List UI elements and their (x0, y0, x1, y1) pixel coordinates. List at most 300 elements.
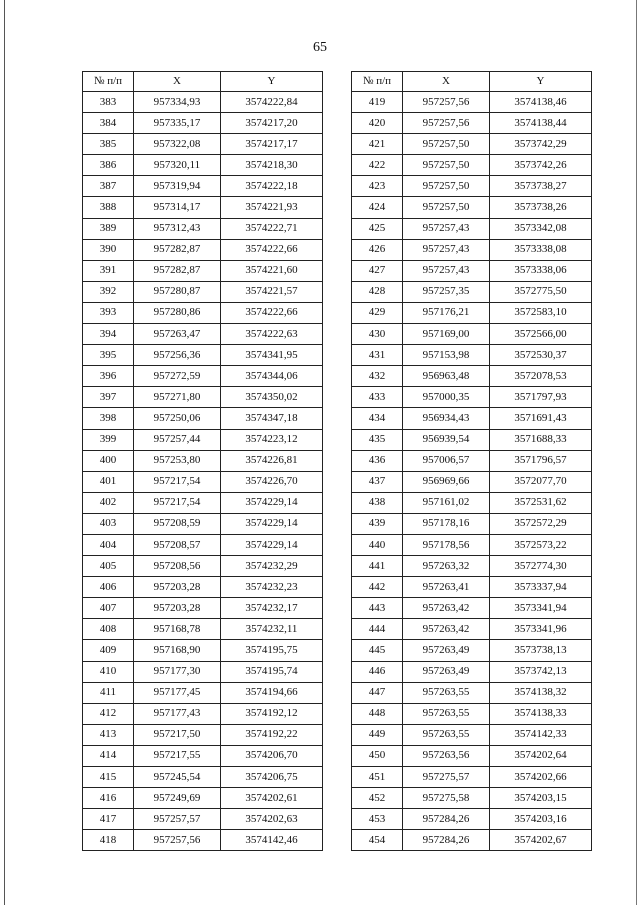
y-coordinate-cell: 3574229,14 (221, 513, 323, 534)
table-row (83, 767, 323, 788)
y-coordinate-cell: 3572531,62 (490, 492, 592, 513)
table-row (83, 640, 323, 661)
y-coordinate-cell: 3571797,93 (490, 387, 592, 408)
table-row (83, 703, 323, 724)
x-coordinate-cell: 957257,56 (134, 830, 221, 851)
point-number-cell: 400 (83, 450, 134, 471)
x-coordinate-cell: 957153,98 (403, 345, 490, 366)
point-number-cell: 430 (352, 324, 403, 345)
y-coordinate-cell: 3574223,12 (221, 429, 323, 450)
x-coordinate-cell: 957322,08 (134, 134, 221, 155)
y-coordinate-cell: 3574142,33 (490, 724, 592, 745)
table-row (352, 92, 592, 113)
x-coordinate-cell: 957217,54 (134, 492, 221, 513)
table-row (83, 598, 323, 619)
y-coordinate-cell: 3574138,32 (490, 682, 592, 703)
y-coordinate-cell: 3574347,18 (221, 408, 323, 429)
point-number-cell: 426 (352, 239, 403, 260)
table-row (83, 830, 323, 851)
x-coordinate-cell: 957250,06 (134, 408, 221, 429)
x-coordinate-cell: 957257,57 (134, 809, 221, 830)
y-coordinate-cell: 3574202,66 (490, 767, 592, 788)
point-number-cell: 403 (83, 513, 134, 534)
point-number-cell: 434 (352, 408, 403, 429)
point-number-cell: 404 (83, 534, 134, 555)
x-coordinate-cell: 957178,56 (403, 534, 490, 555)
x-coordinate-cell: 957257,50 (403, 176, 490, 197)
x-coordinate-cell: 957263,49 (403, 640, 490, 661)
y-coordinate-cell: 3574192,22 (221, 724, 323, 745)
table-row (352, 239, 592, 260)
table-row (83, 429, 323, 450)
y-coordinate-cell: 3574202,64 (490, 745, 592, 766)
point-number-cell: 410 (83, 661, 134, 682)
table-row (83, 788, 323, 809)
y-coordinate-cell: 3574222,71 (221, 218, 323, 239)
x-coordinate-cell: 957203,28 (134, 598, 221, 619)
point-number-cell: 448 (352, 703, 403, 724)
point-number-cell: 417 (83, 809, 134, 830)
x-coordinate-cell: 957161,02 (403, 492, 490, 513)
point-number-cell: 425 (352, 218, 403, 239)
x-coordinate-cell: 957176,21 (403, 302, 490, 323)
y-coordinate-cell: 3574218,30 (221, 155, 323, 176)
table-row (352, 556, 592, 577)
x-coordinate-cell: 957168,78 (134, 619, 221, 640)
table-row (352, 703, 592, 724)
header-y: Y (221, 72, 323, 92)
point-number-cell: 446 (352, 661, 403, 682)
y-coordinate-cell: 3572572,29 (490, 513, 592, 534)
y-coordinate-cell: 3573337,94 (490, 577, 592, 598)
point-number-cell: 427 (352, 260, 403, 281)
header-y: Y (490, 72, 592, 92)
table-row (352, 577, 592, 598)
point-number-cell: 449 (352, 724, 403, 745)
table-row (83, 661, 323, 682)
table-row (352, 471, 592, 492)
x-coordinate-cell: 957335,17 (134, 113, 221, 134)
x-coordinate-cell: 957263,55 (403, 724, 490, 745)
table-row (83, 197, 323, 218)
point-number-cell: 447 (352, 682, 403, 703)
x-coordinate-cell: 956969,66 (403, 471, 490, 492)
x-coordinate-cell: 957217,55 (134, 745, 221, 766)
point-number-cell: 429 (352, 302, 403, 323)
table-header-row (352, 72, 592, 92)
coordinates-table-right (351, 71, 592, 851)
table-row (83, 176, 323, 197)
y-coordinate-cell: 3573742,13 (490, 661, 592, 682)
y-coordinate-cell: 3571688,33 (490, 429, 592, 450)
y-coordinate-cell: 3572775,50 (490, 281, 592, 302)
point-number-cell: 420 (352, 113, 403, 134)
y-coordinate-cell: 3574221,57 (221, 281, 323, 302)
x-coordinate-cell: 957263,42 (403, 619, 490, 640)
x-coordinate-cell: 957334,93 (134, 92, 221, 113)
point-number-cell: 435 (352, 429, 403, 450)
x-coordinate-cell: 956939,54 (403, 429, 490, 450)
x-coordinate-cell: 957177,43 (134, 703, 221, 724)
y-coordinate-cell: 3572573,22 (490, 534, 592, 555)
y-coordinate-cell: 3574232,11 (221, 619, 323, 640)
table-row (352, 281, 592, 302)
y-coordinate-cell: 3573341,94 (490, 598, 592, 619)
table-row (83, 366, 323, 387)
table-row (352, 302, 592, 323)
y-coordinate-cell: 3573742,29 (490, 134, 592, 155)
x-coordinate-cell: 957275,58 (403, 788, 490, 809)
x-coordinate-cell: 957271,80 (134, 387, 221, 408)
point-number-cell: 398 (83, 408, 134, 429)
x-coordinate-cell: 957263,32 (403, 556, 490, 577)
table-row (83, 260, 323, 281)
point-number-cell: 428 (352, 281, 403, 302)
point-number-cell: 385 (83, 134, 134, 155)
x-coordinate-cell: 957282,87 (134, 239, 221, 260)
table-row (83, 450, 323, 471)
table-row (83, 92, 323, 113)
table-row (352, 260, 592, 281)
scan-edge-right (636, 0, 637, 905)
y-coordinate-cell: 3574222,63 (221, 324, 323, 345)
x-coordinate-cell: 957257,43 (403, 260, 490, 281)
x-coordinate-cell: 957257,50 (403, 155, 490, 176)
y-coordinate-cell: 3572078,53 (490, 366, 592, 387)
table-row (83, 239, 323, 260)
table-row (352, 324, 592, 345)
table-row (83, 281, 323, 302)
y-coordinate-cell: 3573738,13 (490, 640, 592, 661)
table-row (83, 387, 323, 408)
x-coordinate-cell: 957253,80 (134, 450, 221, 471)
y-coordinate-cell: 3573738,26 (490, 197, 592, 218)
y-coordinate-cell: 3574202,63 (221, 809, 323, 830)
x-coordinate-cell: 957177,45 (134, 682, 221, 703)
point-number-cell: 413 (83, 724, 134, 745)
table-row (352, 640, 592, 661)
table-row (352, 661, 592, 682)
point-number-cell: 388 (83, 197, 134, 218)
y-coordinate-cell: 3574195,75 (221, 640, 323, 661)
point-number-cell: 390 (83, 239, 134, 260)
x-coordinate-cell: 957263,47 (134, 324, 221, 345)
point-number-cell: 432 (352, 366, 403, 387)
y-coordinate-cell: 3572530,37 (490, 345, 592, 366)
point-number-cell: 402 (83, 492, 134, 513)
x-coordinate-cell: 957257,44 (134, 429, 221, 450)
point-number-cell: 437 (352, 471, 403, 492)
x-coordinate-cell: 957257,35 (403, 281, 490, 302)
x-coordinate-cell: 957257,43 (403, 218, 490, 239)
y-coordinate-cell: 3572077,70 (490, 471, 592, 492)
point-number-cell: 396 (83, 366, 134, 387)
table-row (352, 724, 592, 745)
table-row (83, 345, 323, 366)
point-number-cell: 401 (83, 471, 134, 492)
table-row (352, 598, 592, 619)
point-number-cell: 383 (83, 92, 134, 113)
y-coordinate-cell: 3574222,84 (221, 92, 323, 113)
y-coordinate-cell: 3574341,95 (221, 345, 323, 366)
table-row (83, 471, 323, 492)
table-row (352, 134, 592, 155)
y-coordinate-cell: 3574203,15 (490, 788, 592, 809)
y-coordinate-cell: 3574222,66 (221, 302, 323, 323)
table-row (83, 534, 323, 555)
y-coordinate-cell: 3574206,70 (221, 745, 323, 766)
table-row (352, 682, 592, 703)
point-number-cell: 393 (83, 302, 134, 323)
point-number-cell: 441 (352, 556, 403, 577)
table-row (352, 534, 592, 555)
y-coordinate-cell: 3574138,33 (490, 703, 592, 724)
point-number-cell: 450 (352, 745, 403, 766)
point-number-cell: 439 (352, 513, 403, 534)
point-number-cell: 422 (352, 155, 403, 176)
x-coordinate-cell: 957282,87 (134, 260, 221, 281)
point-number-cell: 395 (83, 345, 134, 366)
table-row (352, 492, 592, 513)
y-coordinate-cell: 3572583,10 (490, 302, 592, 323)
x-coordinate-cell: 957272,59 (134, 366, 221, 387)
point-number-cell: 408 (83, 619, 134, 640)
y-coordinate-cell: 3574202,61 (221, 788, 323, 809)
point-number-cell: 387 (83, 176, 134, 197)
x-coordinate-cell: 957168,90 (134, 640, 221, 661)
table-row (352, 745, 592, 766)
y-coordinate-cell: 3574202,67 (490, 830, 592, 851)
table-row (352, 450, 592, 471)
y-coordinate-cell: 3573338,06 (490, 260, 592, 281)
table-row (352, 788, 592, 809)
x-coordinate-cell: 957263,55 (403, 682, 490, 703)
point-number-cell: 411 (83, 682, 134, 703)
x-coordinate-cell: 957177,30 (134, 661, 221, 682)
y-coordinate-cell: 3573742,26 (490, 155, 592, 176)
table-row (352, 155, 592, 176)
point-number-cell: 418 (83, 830, 134, 851)
table-row (83, 134, 323, 155)
y-coordinate-cell: 3573342,08 (490, 218, 592, 239)
y-coordinate-cell: 3571796,57 (490, 450, 592, 471)
table-row (352, 113, 592, 134)
point-number-cell: 423 (352, 176, 403, 197)
y-coordinate-cell: 3572566,00 (490, 324, 592, 345)
x-coordinate-cell: 957263,55 (403, 703, 490, 724)
x-coordinate-cell: 957178,16 (403, 513, 490, 534)
y-coordinate-cell: 3574206,75 (221, 767, 323, 788)
x-coordinate-cell: 957169,00 (403, 324, 490, 345)
y-coordinate-cell: 3571691,43 (490, 408, 592, 429)
table-row (352, 513, 592, 534)
x-coordinate-cell: 956934,43 (403, 408, 490, 429)
x-coordinate-cell: 957280,87 (134, 281, 221, 302)
point-number-cell: 438 (352, 492, 403, 513)
point-number-cell: 421 (352, 134, 403, 155)
y-coordinate-cell: 3574138,46 (490, 92, 592, 113)
y-coordinate-cell: 3574203,16 (490, 809, 592, 830)
point-number-cell: 391 (83, 260, 134, 281)
table-row (83, 324, 323, 345)
x-coordinate-cell: 957280,86 (134, 302, 221, 323)
x-coordinate-cell: 957319,94 (134, 176, 221, 197)
y-coordinate-cell: 3574222,66 (221, 239, 323, 260)
table-row (352, 387, 592, 408)
table-row (83, 513, 323, 534)
point-number-cell: 433 (352, 387, 403, 408)
point-number-cell: 414 (83, 745, 134, 766)
y-coordinate-cell: 3573338,08 (490, 239, 592, 260)
x-coordinate-cell: 957314,17 (134, 197, 221, 218)
y-coordinate-cell: 3574232,23 (221, 577, 323, 598)
header-number: № п/п (83, 72, 134, 92)
x-coordinate-cell: 957217,50 (134, 724, 221, 745)
x-coordinate-cell: 957245,54 (134, 767, 221, 788)
y-coordinate-cell: 3574232,29 (221, 556, 323, 577)
x-coordinate-cell: 957208,56 (134, 556, 221, 577)
x-coordinate-cell: 957257,56 (403, 113, 490, 134)
x-coordinate-cell: 957208,59 (134, 513, 221, 534)
table-row (83, 682, 323, 703)
point-number-cell: 443 (352, 598, 403, 619)
point-number-cell: 415 (83, 767, 134, 788)
table-row (83, 556, 323, 577)
point-number-cell: 452 (352, 788, 403, 809)
y-coordinate-cell: 3574229,14 (221, 534, 323, 555)
coordinates-table-left (82, 71, 323, 851)
table-row (83, 745, 323, 766)
scan-edge-left (4, 0, 5, 905)
table-row (83, 577, 323, 598)
table-row (352, 366, 592, 387)
x-coordinate-cell: 957284,26 (403, 830, 490, 851)
x-coordinate-cell: 957284,26 (403, 809, 490, 830)
point-number-cell: 412 (83, 703, 134, 724)
x-coordinate-cell: 957320,11 (134, 155, 221, 176)
y-coordinate-cell: 3574344,06 (221, 366, 323, 387)
y-coordinate-cell: 3574350,02 (221, 387, 323, 408)
point-number-cell: 419 (352, 92, 403, 113)
point-number-cell: 389 (83, 218, 134, 239)
point-number-cell: 386 (83, 155, 134, 176)
point-number-cell: 445 (352, 640, 403, 661)
x-coordinate-cell: 957217,54 (134, 471, 221, 492)
x-coordinate-cell: 956963,48 (403, 366, 490, 387)
page-number: 65 (313, 40, 327, 55)
y-coordinate-cell: 3574221,93 (221, 197, 323, 218)
x-coordinate-cell: 957263,49 (403, 661, 490, 682)
point-number-cell: 431 (352, 345, 403, 366)
y-coordinate-cell: 3574217,17 (221, 134, 323, 155)
point-number-cell: 392 (83, 281, 134, 302)
point-number-cell: 454 (352, 830, 403, 851)
header-number: № п/п (352, 72, 403, 92)
point-number-cell: 405 (83, 556, 134, 577)
y-coordinate-cell: 3574194,66 (221, 682, 323, 703)
x-coordinate-cell: 957256,36 (134, 345, 221, 366)
point-number-cell: 444 (352, 619, 403, 640)
y-coordinate-cell: 3574222,18 (221, 176, 323, 197)
y-coordinate-cell: 3574138,44 (490, 113, 592, 134)
x-coordinate-cell: 957257,50 (403, 197, 490, 218)
table-row (352, 176, 592, 197)
table-row (352, 345, 592, 366)
x-coordinate-cell: 957000,35 (403, 387, 490, 408)
header-x: X (403, 72, 490, 92)
point-number-cell: 440 (352, 534, 403, 555)
y-coordinate-cell: 3574221,60 (221, 260, 323, 281)
y-coordinate-cell: 3574232,17 (221, 598, 323, 619)
table-row (83, 155, 323, 176)
x-coordinate-cell: 957263,41 (403, 577, 490, 598)
y-coordinate-cell: 3574229,14 (221, 492, 323, 513)
table-row (352, 408, 592, 429)
table-row (83, 408, 323, 429)
point-number-cell: 399 (83, 429, 134, 450)
table-row (83, 809, 323, 830)
table-row (352, 218, 592, 239)
table-row (83, 218, 323, 239)
y-coordinate-cell: 3574192,12 (221, 703, 323, 724)
x-coordinate-cell: 957257,50 (403, 134, 490, 155)
table-row (83, 619, 323, 640)
point-number-cell: 453 (352, 809, 403, 830)
point-number-cell: 397 (83, 387, 134, 408)
point-number-cell: 394 (83, 324, 134, 345)
point-number-cell: 442 (352, 577, 403, 598)
x-coordinate-cell: 957263,56 (403, 745, 490, 766)
table-row (83, 724, 323, 745)
table-header-row (83, 72, 323, 92)
table-row (352, 809, 592, 830)
y-coordinate-cell: 3574142,46 (221, 830, 323, 851)
y-coordinate-cell: 3574226,70 (221, 471, 323, 492)
table-row (83, 113, 323, 134)
x-coordinate-cell: 957275,57 (403, 767, 490, 788)
table-row (352, 830, 592, 851)
y-coordinate-cell: 3573738,27 (490, 176, 592, 197)
y-coordinate-cell: 3573341,96 (490, 619, 592, 640)
x-coordinate-cell: 957257,56 (403, 92, 490, 113)
table-row (352, 429, 592, 450)
table-row (352, 619, 592, 640)
table-row (352, 197, 592, 218)
y-coordinate-cell: 3574217,20 (221, 113, 323, 134)
point-number-cell: 424 (352, 197, 403, 218)
point-number-cell: 451 (352, 767, 403, 788)
table-row (83, 302, 323, 323)
header-x: X (134, 72, 221, 92)
x-coordinate-cell: 957312,43 (134, 218, 221, 239)
point-number-cell: 407 (83, 598, 134, 619)
x-coordinate-cell: 957249,69 (134, 788, 221, 809)
y-coordinate-cell: 3572774,30 (490, 556, 592, 577)
x-coordinate-cell: 957257,43 (403, 239, 490, 260)
x-coordinate-cell: 957006,57 (403, 450, 490, 471)
point-number-cell: 409 (83, 640, 134, 661)
y-coordinate-cell: 3574195,74 (221, 661, 323, 682)
y-coordinate-cell: 3574226,81 (221, 450, 323, 471)
table-row (352, 767, 592, 788)
x-coordinate-cell: 957203,28 (134, 577, 221, 598)
point-number-cell: 406 (83, 577, 134, 598)
x-coordinate-cell: 957263,42 (403, 598, 490, 619)
point-number-cell: 416 (83, 788, 134, 809)
point-number-cell: 384 (83, 113, 134, 134)
table-row (83, 492, 323, 513)
point-number-cell: 436 (352, 450, 403, 471)
